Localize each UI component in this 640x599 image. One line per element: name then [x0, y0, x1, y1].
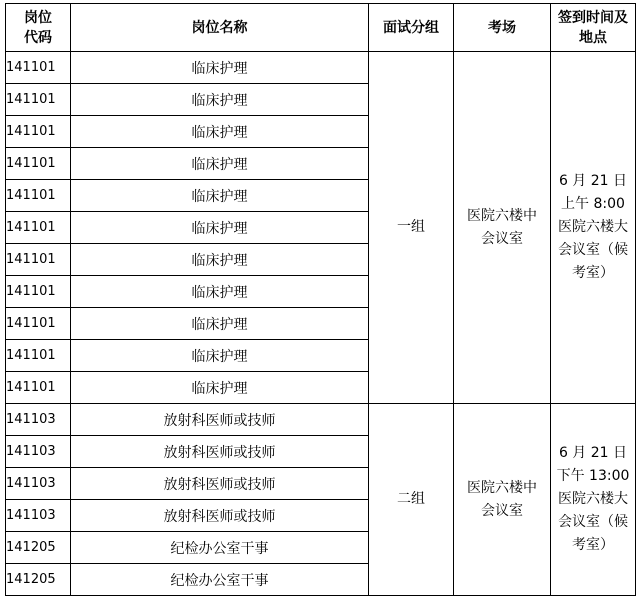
interview-schedule-table	[5, 3, 636, 596]
header-checkin-time-location: 签到时间及 地点	[551, 4, 636, 52]
exam-room-cell: 医院六楼中 会议室	[454, 52, 551, 404]
position-code-cell: 141101	[6, 372, 71, 404]
position-name-cell: 放射科医师或技师	[71, 436, 369, 468]
position-name-cell: 临床护理	[71, 340, 369, 372]
position-name-cell: 临床护理	[71, 52, 369, 84]
position-code-cell: 141205	[6, 532, 71, 564]
checkin-time-location-cell: 6 月 21 日 上午 8:00 医院六楼大 会议室（候 考室）	[551, 52, 636, 404]
position-code-cell: 141101	[6, 308, 71, 340]
header-position-code: 岗位 代码	[6, 4, 71, 52]
position-name-cell: 放射科医师或技师	[71, 500, 369, 532]
position-name-cell: 临床护理	[71, 212, 369, 244]
position-name-cell: 临床护理	[71, 84, 369, 116]
position-code-cell: 141101	[6, 84, 71, 116]
position-code-cell: 141103	[6, 468, 71, 500]
header-interview-group: 面试分组	[369, 4, 454, 52]
position-code-cell: 141101	[6, 116, 71, 148]
position-code-cell: 141205	[6, 564, 71, 596]
position-name-cell: 放射科医师或技师	[71, 468, 369, 500]
checkin-time-location-cell: 6 月 21 日 下午 13:00 医院六楼大 会议室（候 考室）	[551, 404, 636, 596]
position-name-cell: 临床护理	[71, 180, 369, 212]
table-row	[6, 404, 636, 436]
position-name-cell: 临床护理	[71, 244, 369, 276]
table-row	[6, 52, 636, 84]
position-code-cell: 141103	[6, 500, 71, 532]
position-name-cell: 纪检办公室干事	[71, 532, 369, 564]
position-code-cell: 141101	[6, 148, 71, 180]
header-exam-room: 考场	[454, 4, 551, 52]
position-name-cell: 临床护理	[71, 308, 369, 340]
position-name-cell: 临床护理	[71, 372, 369, 404]
position-code-cell: 141101	[6, 276, 71, 308]
position-name-cell: 纪检办公室干事	[71, 564, 369, 596]
header-position-name: 岗位名称	[71, 4, 369, 52]
position-code-cell: 141101	[6, 52, 71, 84]
exam-room-cell: 医院六楼中 会议室	[454, 404, 551, 596]
position-code-cell: 141103	[6, 436, 71, 468]
interview-group-cell: 一组	[369, 52, 454, 404]
position-code-cell: 141101	[6, 244, 71, 276]
header-row	[6, 4, 636, 52]
position-code-cell: 141101	[6, 180, 71, 212]
position-code-cell: 141103	[6, 404, 71, 436]
position-name-cell: 放射科医师或技师	[71, 404, 369, 436]
position-name-cell: 临床护理	[71, 116, 369, 148]
position-name-cell: 临床护理	[71, 276, 369, 308]
position-name-cell: 临床护理	[71, 148, 369, 180]
interview-group-cell: 二组	[369, 404, 454, 596]
position-code-cell: 141101	[6, 212, 71, 244]
position-code-cell: 141101	[6, 340, 71, 372]
